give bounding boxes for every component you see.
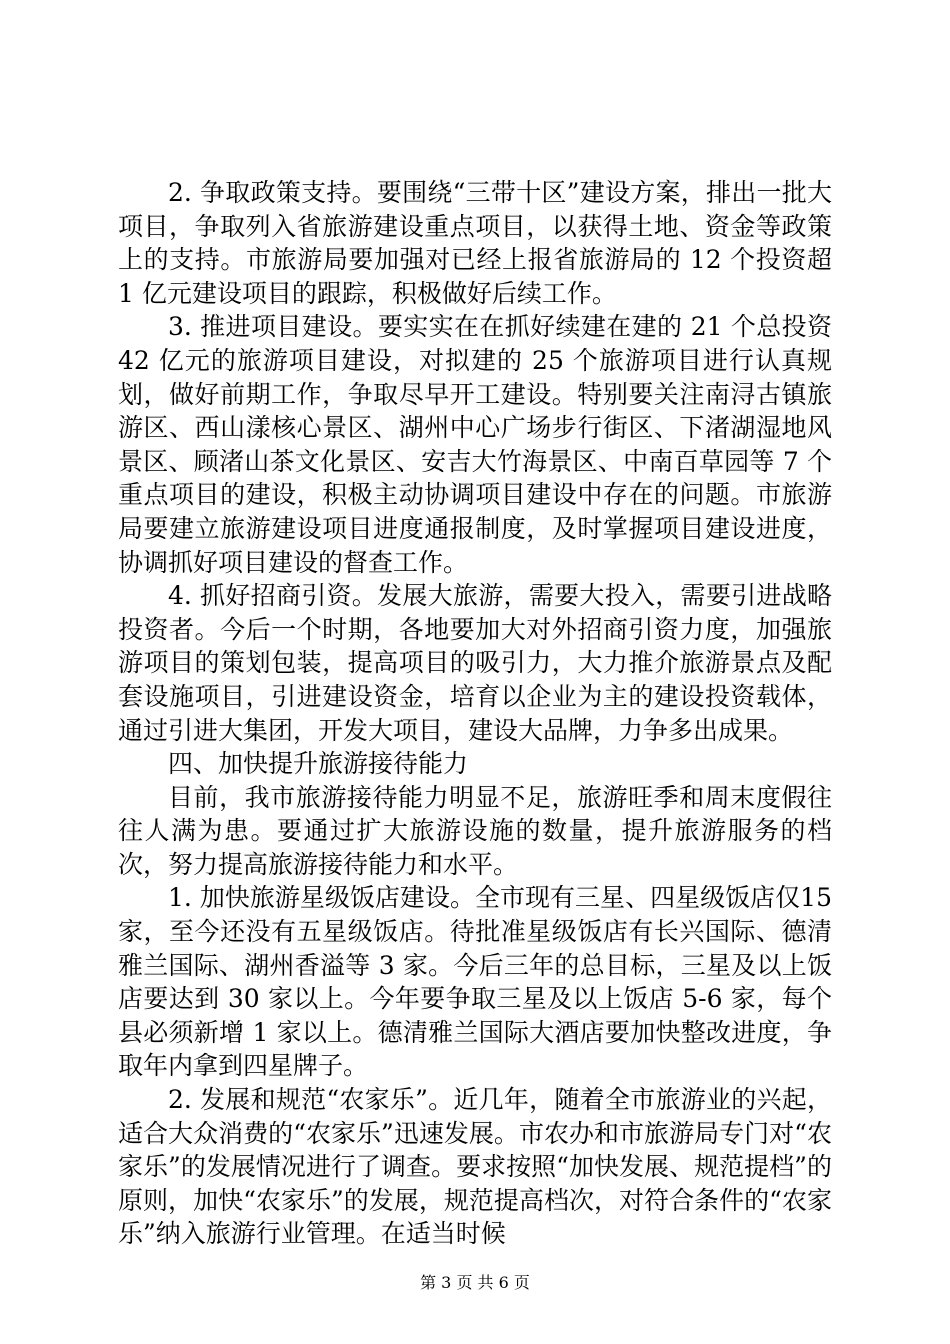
page-footer xyxy=(0,1270,950,1293)
section-heading-reception-capacity: 四、加快提升旅游接待能力 xyxy=(168,749,469,779)
paragraph-policy-support: 2. 争取政策支持。要围绕“三带十区”建设方案，排出一批大项目，争取列入省旅游建设重点项目，以获得土地、资金等政策上的支持。市旅游局要加强对已经上报省旅游局的 12 个投资超 1 亿元建设项目的跟踪，积极做好后续工作。 xyxy=(118,178,832,308)
body-text xyxy=(118,176,832,1251)
paragraph-star-hotels: 1. 加快旅游星级饭店建设。全市现有三星、四星级饭店仅15 家，至今还没有五星级饭店。待批准星级饭店有长兴国际、德清雅兰国际、湖州香溢等 3 家。今后三年的总目标，三星及以上饭店要达到 30 家以上。今年要争取三星及以上饭店 5-6 家，每个县必须新增 1 家以上。德清雅兰国际大酒店要加快整改进度，争取年内拿到四星牌子。 xyxy=(118,883,832,1081)
paragraph-reception-intro: 目前，我市旅游接待能力明显不足，旅游旺季和周末度假往往人满为患。要通过扩大旅游设施的数量，提升旅游服务的档次，努力提高旅游接待能力和水平。 xyxy=(118,782,832,879)
paragraph-farm-stays: 2. 发展和规范“农家乐”。近几年，随着全市旅游业的兴起，适合大众消费的“农家乐”迅速发展。市农办和市旅游局专门对“农家乐”的发展情况进行了调查。要求按照“加快发展、规范提档”的原则，加快“农家乐”的发展，规范提高档次，对符合条件的“农家乐”纳入旅游行业管理。在适当时候 xyxy=(118,1085,832,1249)
page-number-label: 第 3 页 共 6 页 xyxy=(420,1273,530,1292)
paragraph-investment-attraction: 4. 抓好招商引资。发展大旅游，需要大投入，需要引进战略投资者。今后一个时期，各地要加大对外招商引资力度，加强旅游项目的策划包装，提高项目的吸引力，大力推介旅游景点及配套设施项目，引进建设资金，培育以企业为主的建设投资载体，通过引进大集团，开发大项目，建设大品牌，力争多出成果。 xyxy=(118,581,832,745)
paragraph-project-construction: 3. 推进项目建设。要实实在在抓好续建在建的 21 个总投资42 亿元的旅游项目建设，对拟建的 25 个旅游项目进行认真规划，做好前期工作，争取尽早开工建设。特别要关注南浔古镇旅游区、西山漾核心景区、湖州中心广场步行街区、下渚湖湿地风景区、顾渚山茶文化景区、安吉大竹海景区、中南百草园等 7 个重点项目的建设，积极主动协调项目建设中存在的问题。市旅游局要建立旅游建设项目进度通报制度，及时掌握项目建设进度，协调抓好项目建设的督查工作。 xyxy=(118,312,832,577)
